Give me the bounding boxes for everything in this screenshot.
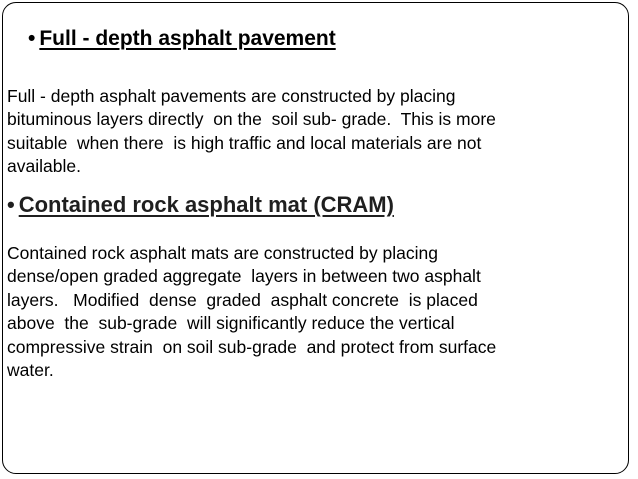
bullet-icon: • [7, 192, 15, 217]
paragraph-line: Full - depth asphalt pavements are constructed by placing [7, 86, 456, 106]
paragraph-line: layers. Modified dense graded asphalt concrete is placed [7, 289, 478, 310]
paragraph-line: water. [7, 360, 54, 381]
heading-2-text: Contained rock asphalt mat (CRAM) [18, 192, 394, 217]
paragraph-line: bituminous layers directly on the soil sub- grade. This is more [7, 109, 496, 130]
slide-frame [2, 2, 629, 474]
heading-1-text: Full - depth asphalt pavement [39, 27, 336, 50]
paragraph-line: compressive strain on soil sub-grade and protect from surface [7, 336, 497, 357]
paragraph-line: above the sub-grade will significantly reduce the vertical [7, 313, 455, 334]
paragraph-cram [7, 242, 617, 382]
heading-full-depth-asphalt [28, 27, 336, 51]
paragraph-line: Contained rock asphalt mats are constructed by placing [7, 243, 438, 263]
bullet-icon: • [28, 27, 36, 50]
paragraph-line: dense/open graded aggregate layers in between two asphalt [7, 266, 481, 287]
paragraph-full-depth [7, 85, 617, 179]
paragraph-line: suitable when there is high traffic and local materials are not [7, 132, 482, 153]
heading-cram [7, 192, 394, 218]
paragraph-line: available. [7, 156, 81, 177]
